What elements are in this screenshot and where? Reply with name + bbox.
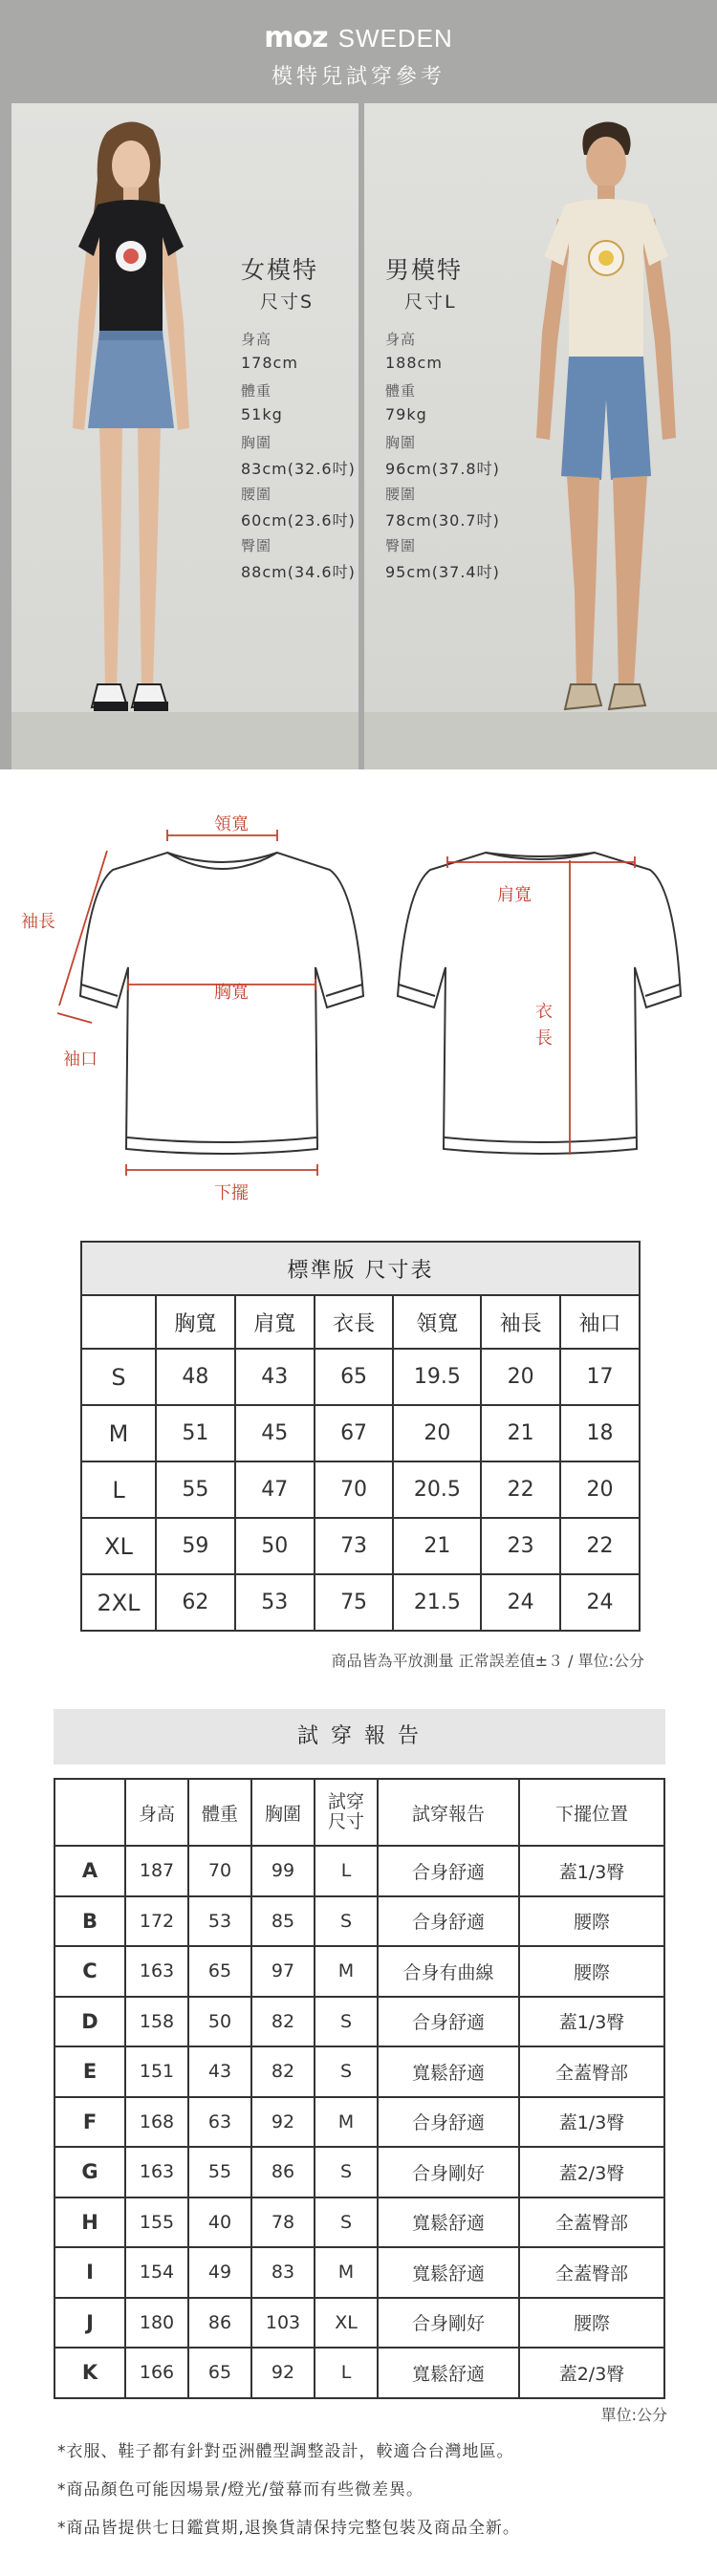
value-cell: 48 (156, 1349, 235, 1405)
report-height-cell: 151 (125, 2046, 188, 2097)
participant-id: G (54, 2147, 125, 2197)
report-size-cell: M (315, 1946, 378, 1997)
participant-id: A (54, 1846, 125, 1896)
report-chest-cell: 92 (251, 2348, 315, 2398)
male-model-panel (364, 103, 717, 769)
col-size-line2: 尺寸 (327, 1811, 364, 1832)
size-cell: 2XL (81, 1574, 156, 1631)
report-height-cell: 163 (125, 2147, 188, 2197)
report-chest-cell: 99 (251, 1846, 315, 1896)
report-fit-cell: 合身有曲線 (378, 1946, 519, 1997)
report-size-cell: M (315, 2247, 378, 2298)
table-row (81, 1574, 640, 1631)
report-weight-cell: 86 (188, 2298, 251, 2349)
report-fit-cell: 合身舒適 (378, 2097, 519, 2148)
value-cell: 73 (315, 1518, 394, 1574)
sleeve-length-label: 袖長 (21, 912, 55, 932)
participant-id: E (54, 2046, 125, 2097)
report-hem-cell: 蓋1/3臀 (519, 2097, 664, 2148)
value-cell: 55 (156, 1461, 235, 1518)
participant-id: I (54, 2247, 125, 2298)
value-cell: 23 (481, 1518, 560, 1574)
female-waist-value: 60cm(23.6吋) (241, 511, 356, 530)
report-hem-cell: 腰際 (519, 1946, 664, 1997)
report-corner (54, 1779, 125, 1846)
size-cell: S (81, 1349, 156, 1405)
col-fit: 試穿報告 (378, 1779, 519, 1846)
report-hem-cell: 蓋2/3臀 (519, 2147, 664, 2197)
participant-id: F (54, 2097, 125, 2148)
value-cell: 24 (481, 1574, 560, 1631)
report-height-cell: 180 (125, 2298, 188, 2349)
report-chest-cell: 83 (251, 2247, 315, 2298)
participant-id: B (54, 1896, 125, 1947)
male-chest-label: 胸圍 (385, 434, 417, 451)
report-hem-cell: 蓋1/3臀 (519, 1997, 664, 2047)
table-row (54, 2097, 664, 2148)
report-height-cell: 168 (125, 2097, 188, 2148)
table-row (54, 2197, 664, 2248)
report-chest-cell: 82 (251, 1997, 315, 2047)
report-size-cell: L (315, 1846, 378, 1896)
female-chest-value: 83cm(32.6吋) (241, 460, 356, 478)
value-cell: 22 (481, 1461, 560, 1518)
male-chest-value: 96cm(37.8吋) (385, 460, 500, 478)
report-weight-cell: 65 (188, 2348, 251, 2398)
report-chest-cell: 85 (251, 1896, 315, 1947)
report-chest-cell: 92 (251, 2097, 315, 2148)
table-row (54, 2247, 664, 2298)
report-weight-cell: 55 (188, 2147, 251, 2197)
report-fit-cell: 合身剛好 (378, 2147, 519, 2197)
male-waist-label: 腰圍 (385, 486, 417, 503)
garment-measurement-diagram (0, 793, 717, 1214)
brand-logo: moz (264, 21, 328, 54)
report-weight-cell: 40 (188, 2197, 251, 2248)
report-height-cell: 163 (125, 1946, 188, 1997)
value-cell: 75 (315, 1574, 394, 1631)
female-model-photo (40, 113, 212, 763)
female-height-label: 身高 (241, 331, 272, 348)
footnote-2: *商品顏色可能因場景/燈光/螢幕而有些微差異。 (57, 2480, 424, 2500)
male-model-title: 男模特 (385, 256, 464, 284)
report-size-cell: S (315, 2197, 378, 2248)
value-cell: 50 (235, 1518, 315, 1574)
col-neck: 領寬 (393, 1295, 481, 1349)
report-chest-cell: 97 (251, 1946, 315, 1997)
col-length: 衣長 (315, 1295, 394, 1349)
size-chart-corner (81, 1295, 156, 1349)
table-row (54, 2147, 664, 2197)
value-cell: 47 (235, 1461, 315, 1518)
male-model-photo (508, 113, 699, 763)
col-shoulder: 肩寬 (235, 1295, 315, 1349)
size-cell: M (81, 1405, 156, 1461)
cuff-label: 袖口 (63, 1050, 98, 1070)
report-weight-cell: 49 (188, 2247, 251, 2298)
value-cell: 59 (156, 1518, 235, 1574)
col-cuff: 袖口 (560, 1295, 640, 1349)
female-height-value: 178cm (241, 354, 298, 372)
report-chest-cell: 82 (251, 2046, 315, 2097)
male-hip-value: 95cm(37.4吋) (385, 563, 500, 581)
report-chest-cell: 86 (251, 2147, 315, 2197)
participant-id: H (54, 2197, 125, 2248)
col-weight: 體重 (188, 1779, 251, 1846)
report-height-cell: 158 (125, 1997, 188, 2047)
report-hem-cell: 全蓋臀部 (519, 2046, 664, 2097)
male-weight-value: 79kg (385, 405, 427, 423)
value-cell: 65 (315, 1349, 394, 1405)
report-chest-cell: 78 (251, 2197, 315, 2248)
size-cell: L (81, 1461, 156, 1518)
value-cell: 70 (315, 1461, 394, 1518)
report-height-cell: 155 (125, 2197, 188, 2248)
table-row (54, 2298, 664, 2349)
report-fit-cell: 合身剛好 (378, 2298, 519, 2349)
footnote-1: *衣服、鞋子都有針對亞洲體型調整設計，較適合台灣地區。 (57, 2442, 514, 2461)
table-row (54, 1946, 664, 1997)
female-hip-value: 88cm(34.6吋) (241, 563, 356, 581)
size-chart-title: 標準版 尺寸表 (81, 1242, 640, 1295)
table-row (54, 2046, 664, 2097)
participant-id: J (54, 2298, 125, 2349)
female-model-title: 女模特 (241, 256, 319, 284)
report-weight-cell: 43 (188, 2046, 251, 2097)
report-hem-cell: 腰際 (519, 1896, 664, 1947)
report-height-cell: 172 (125, 1896, 188, 1947)
value-cell: 20 (481, 1349, 560, 1405)
value-cell: 45 (235, 1405, 315, 1461)
report-weight-cell: 53 (188, 1896, 251, 1947)
table-row (81, 1518, 640, 1574)
report-size-cell: S (315, 1896, 378, 1947)
female-model-size: 尺寸S (260, 292, 315, 313)
male-model-size: 尺寸L (404, 292, 457, 313)
female-weight-label: 體重 (241, 382, 272, 400)
table-row (54, 1896, 664, 1947)
neck-width-label: 領寬 (214, 814, 249, 834)
value-cell: 51 (156, 1405, 235, 1461)
report-unit-note: 單位:公分 (600, 2406, 667, 2424)
participant-id: C (54, 1946, 125, 1997)
col-size-line1: 試穿 (327, 1791, 364, 1813)
value-cell: 20 (393, 1405, 481, 1461)
female-chest-label: 胸圍 (241, 434, 272, 451)
male-hip-label: 臀圍 (385, 537, 417, 554)
value-cell: 53 (235, 1574, 315, 1631)
chest-width-label: 胸寬 (214, 983, 249, 1003)
report-hem-cell: 蓋1/3臀 (519, 1846, 664, 1896)
value-cell: 43 (235, 1349, 315, 1405)
value-cell: 19.5 (393, 1349, 481, 1405)
page-title: 模特兒試穿參考 (271, 65, 445, 89)
value-cell: 21 (481, 1405, 560, 1461)
value-cell: 20.5 (393, 1461, 481, 1518)
table-row (54, 1997, 664, 2047)
brand-header (0, 21, 717, 90)
table-row (54, 1846, 664, 1896)
report-hem-cell: 全蓋臀部 (519, 2197, 664, 2248)
model-reference-header (0, 0, 717, 769)
report-height-cell: 166 (125, 2348, 188, 2398)
report-fit-cell: 寬鬆舒適 (378, 2046, 519, 2097)
brand-name: SWEDEN (337, 24, 453, 53)
value-cell: 21 (393, 1518, 481, 1574)
col-height: 身高 (125, 1779, 188, 1846)
hem-label: 下擺 (214, 1183, 249, 1203)
footnote-3: *商品皆提供七日鑑賞期,退換貨請保持完整包裝及商品全新。 (57, 2519, 520, 2538)
value-cell: 21.5 (393, 1574, 481, 1631)
report-size-cell: M (315, 2097, 378, 2148)
report-fit-cell: 合身舒適 (378, 1997, 519, 2047)
value-cell: 18 (560, 1405, 640, 1461)
size-cell: XL (81, 1518, 156, 1574)
male-weight-label: 體重 (385, 382, 417, 400)
report-size-cell: XL (315, 2298, 378, 2349)
male-height-label: 身高 (385, 331, 417, 348)
try-on-report-table (54, 1778, 665, 2399)
col-sleeve: 袖長 (481, 1295, 560, 1349)
report-fit-cell: 合身舒適 (378, 1896, 519, 1947)
report-fit-cell: 寬鬆舒適 (378, 2348, 519, 2398)
shoulder-width-label: 肩寬 (497, 885, 532, 905)
report-weight-cell: 50 (188, 1997, 251, 2047)
col-hem: 下擺位置 (519, 1779, 664, 1846)
value-cell: 22 (560, 1518, 640, 1574)
value-cell: 67 (315, 1405, 394, 1461)
report-height-cell: 187 (125, 1846, 188, 1896)
report-size-cell: S (315, 2147, 378, 2197)
value-cell: 20 (560, 1461, 640, 1518)
table-row (81, 1349, 640, 1405)
female-hip-label: 臀圍 (241, 537, 272, 554)
report-hem-cell: 腰際 (519, 2298, 664, 2349)
report-size-cell: S (315, 2046, 378, 2097)
male-waist-value: 78cm(30.7吋) (385, 511, 500, 530)
report-chest-cell: 103 (251, 2298, 315, 2349)
length-label-2: 長 (535, 1028, 553, 1049)
table-row (81, 1405, 640, 1461)
female-model-panel (11, 103, 358, 769)
value-cell: 62 (156, 1574, 235, 1631)
size-chart-note: 商品皆為平放測量 正常誤差值±３ / 單位:公分 (331, 1652, 644, 1670)
col-chest: 胸圍 (251, 1779, 315, 1846)
report-height-cell: 154 (125, 2247, 188, 2298)
report-weight-cell: 63 (188, 2097, 251, 2148)
participant-id: K (54, 2348, 125, 2398)
length-label-1: 衣 (535, 1002, 553, 1022)
report-weight-cell: 70 (188, 1846, 251, 1896)
report-size-cell: L (315, 2348, 378, 2398)
table-row (54, 2348, 664, 2398)
report-fit-cell: 寬鬆舒適 (378, 2197, 519, 2248)
male-height-value: 188cm (385, 354, 443, 372)
report-fit-cell: 寬鬆舒適 (378, 2247, 519, 2298)
report-fit-cell: 合身舒適 (378, 1846, 519, 1896)
female-waist-label: 腰圍 (241, 486, 272, 503)
report-hem-cell: 全蓋臀部 (519, 2247, 664, 2298)
col-size (315, 1779, 378, 1846)
value-cell: 24 (560, 1574, 640, 1631)
report-size-cell: S (315, 1997, 378, 2047)
value-cell: 17 (560, 1349, 640, 1405)
report-weight-cell: 65 (188, 1946, 251, 1997)
female-weight-value: 51kg (241, 405, 283, 423)
table-row (81, 1461, 640, 1518)
col-chest: 胸寬 (156, 1295, 235, 1349)
participant-id: D (54, 1997, 125, 2047)
report-hem-cell: 蓋2/3臀 (519, 2348, 664, 2398)
report-title: 試 穿 報 告 (54, 1709, 665, 1764)
size-chart-table (80, 1241, 641, 1632)
